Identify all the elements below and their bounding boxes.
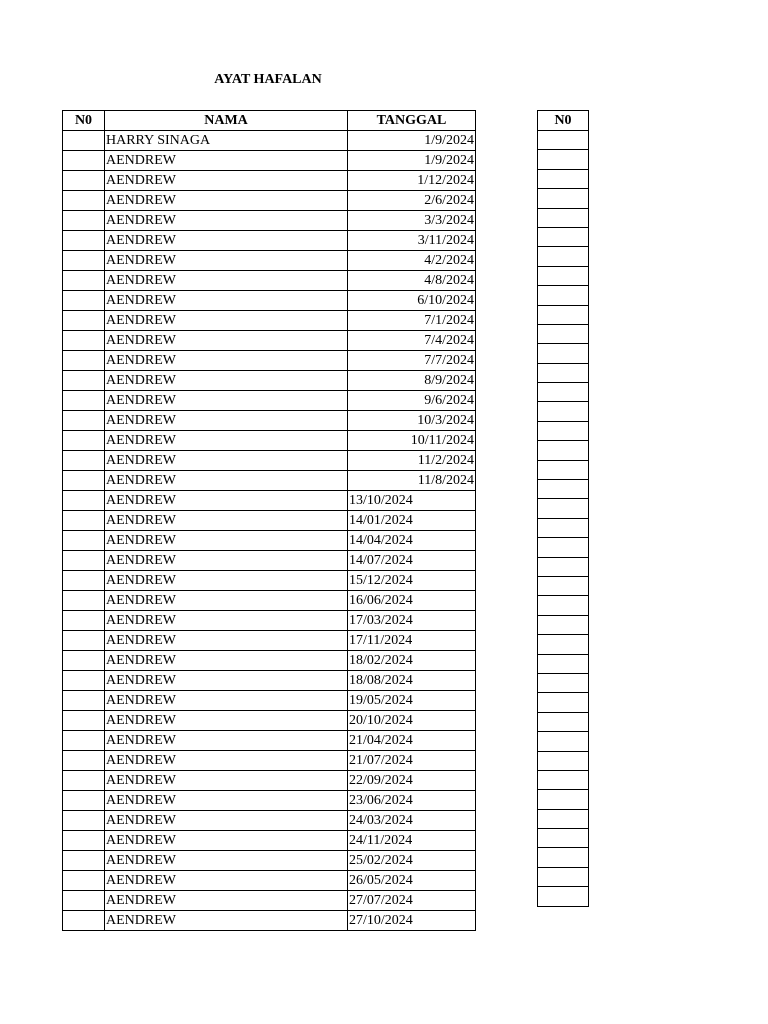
side-table-row: [538, 383, 589, 402]
cell-no[interactable]: [63, 811, 105, 831]
cell-tanggal[interactable]: 25/02/2024: [348, 851, 476, 871]
cell-nama[interactable]: AENDREW: [105, 271, 348, 291]
cell-tanggal[interactable]: 10/11/2024: [348, 431, 476, 451]
cell-nama[interactable]: AENDREW: [105, 911, 348, 931]
cell-tanggal[interactable]: 15/12/2024: [348, 571, 476, 591]
table-row: [63, 631, 476, 651]
table-row: [63, 331, 476, 351]
table-row: [63, 751, 476, 771]
cell-no[interactable]: [63, 771, 105, 791]
side-table-row: [538, 266, 589, 285]
side-cell-no[interactable]: [538, 305, 589, 324]
cell-tanggal[interactable]: 4/2/2024: [348, 251, 476, 271]
hafalan-table: [62, 110, 476, 931]
side-table-row: [538, 615, 589, 634]
table-row: [63, 511, 476, 531]
cell-nama[interactable]: AENDREW: [105, 751, 348, 771]
page-title: AYAT HAFALAN: [214, 72, 322, 87]
cell-tanggal[interactable]: 27/10/2024: [348, 911, 476, 931]
cell-tanggal[interactable]: 3/11/2024: [348, 231, 476, 251]
table-row: [63, 811, 476, 831]
table-row: [63, 571, 476, 591]
cell-no[interactable]: [63, 471, 105, 491]
table-row: [63, 291, 476, 311]
side-table-row: [538, 441, 589, 460]
cell-no[interactable]: [63, 491, 105, 511]
cell-nama[interactable]: AENDREW: [105, 891, 348, 911]
side-cell-no[interactable]: [538, 712, 589, 731]
cell-nama[interactable]: AENDREW: [105, 531, 348, 551]
cell-no[interactable]: [63, 791, 105, 811]
cell-nama[interactable]: AENDREW: [105, 471, 348, 491]
side-table-row: [538, 712, 589, 731]
table-body: [63, 131, 476, 931]
cell-no[interactable]: [63, 891, 105, 911]
cell-no[interactable]: [63, 511, 105, 531]
table-header-row: [63, 111, 476, 131]
table-row: [63, 411, 476, 431]
table-row: [63, 351, 476, 371]
table-row: [63, 271, 476, 291]
header-no: N0: [63, 111, 105, 131]
cell-tanggal[interactable]: 6/10/2024: [348, 291, 476, 311]
cell-nama[interactable]: AENDREW: [105, 591, 348, 611]
cell-tanggal[interactable]: 14/04/2024: [348, 531, 476, 551]
cell-tanggal[interactable]: 14/07/2024: [348, 551, 476, 571]
side-cell-no[interactable]: [538, 829, 589, 848]
side-cell-no[interactable]: [538, 673, 589, 692]
cell-tanggal[interactable]: 21/07/2024: [348, 751, 476, 771]
cell-tanggal[interactable]: 8/9/2024: [348, 371, 476, 391]
cell-tanggal[interactable]: 4/8/2024: [348, 271, 476, 291]
cell-nama[interactable]: AENDREW: [105, 351, 348, 371]
cell-nama[interactable]: AENDREW: [105, 671, 348, 691]
side-table-row: [538, 518, 589, 537]
cell-nama[interactable]: AENDREW: [105, 411, 348, 431]
cell-nama[interactable]: AENDREW: [105, 831, 348, 851]
cell-no[interactable]: [63, 731, 105, 751]
cell-no[interactable]: [63, 291, 105, 311]
side-table-row: [538, 576, 589, 595]
side-table-row: [538, 421, 589, 440]
side-cell-no[interactable]: [538, 324, 589, 343]
side-table-row: [538, 673, 589, 692]
side-table-row: [538, 654, 589, 673]
side-header-row: [538, 111, 589, 131]
side-cell-no[interactable]: [538, 751, 589, 770]
cell-tanggal[interactable]: 22/09/2024: [348, 771, 476, 791]
cell-no[interactable]: [63, 371, 105, 391]
side-cell-no[interactable]: [538, 576, 589, 595]
cell-no[interactable]: [63, 531, 105, 551]
cell-no[interactable]: [63, 271, 105, 291]
cell-nama[interactable]: AENDREW: [105, 451, 348, 471]
cell-tanggal[interactable]: 10/3/2024: [348, 411, 476, 431]
table-row: [63, 711, 476, 731]
table-row: [63, 551, 476, 571]
side-cell-no[interactable]: [538, 150, 589, 169]
table-row: [63, 131, 476, 151]
cell-nama[interactable]: AENDREW: [105, 611, 348, 631]
cell-tanggal[interactable]: 16/06/2024: [348, 591, 476, 611]
cell-nama[interactable]: AENDREW: [105, 571, 348, 591]
side-table-row: [538, 887, 589, 906]
side-table-row: [538, 131, 589, 150]
side-table-row: [538, 790, 589, 809]
side-cell-no[interactable]: [538, 635, 589, 654]
side-cell-no[interactable]: [538, 441, 589, 460]
side-cell-no[interactable]: [538, 867, 589, 886]
side-table-row: [538, 402, 589, 421]
cell-nama[interactable]: AENDREW: [105, 391, 348, 411]
side-cell-no[interactable]: [538, 402, 589, 421]
cell-no[interactable]: [63, 431, 105, 451]
cell-nama[interactable]: AENDREW: [105, 691, 348, 711]
side-table-row: [538, 150, 589, 169]
side-cell-no[interactable]: [538, 538, 589, 557]
cell-no[interactable]: [63, 351, 105, 371]
cell-no[interactable]: [63, 571, 105, 591]
cell-no[interactable]: [63, 631, 105, 651]
cell-no[interactable]: [63, 831, 105, 851]
side-table-row: [538, 538, 589, 557]
cell-nama[interactable]: AENDREW: [105, 171, 348, 191]
cell-nama[interactable]: AENDREW: [105, 191, 348, 211]
cell-tanggal[interactable]: 7/4/2024: [348, 331, 476, 351]
table-row: [63, 431, 476, 451]
side-cell-no[interactable]: [538, 227, 589, 246]
cell-nama[interactable]: AENDREW: [105, 231, 348, 251]
side-table-row: [538, 829, 589, 848]
table-row: [63, 251, 476, 271]
cell-nama[interactable]: AENDREW: [105, 811, 348, 831]
table-row: [63, 211, 476, 231]
table-row: [63, 151, 476, 171]
cell-nama[interactable]: AENDREW: [105, 491, 348, 511]
cell-nama[interactable]: AENDREW: [105, 211, 348, 231]
cell-tanggal[interactable]: 13/10/2024: [348, 491, 476, 511]
cell-tanggal[interactable]: 14/01/2024: [348, 511, 476, 531]
cell-nama[interactable]: AENDREW: [105, 551, 348, 571]
side-cell-no[interactable]: [538, 518, 589, 537]
cell-tanggal[interactable]: 7/7/2024: [348, 351, 476, 371]
cell-no[interactable]: [63, 171, 105, 191]
cell-no[interactable]: [63, 331, 105, 351]
table-row: [63, 691, 476, 711]
cell-no[interactable]: [63, 151, 105, 171]
cell-tanggal[interactable]: 21/04/2024: [348, 731, 476, 751]
cell-tanggal[interactable]: 1/12/2024: [348, 171, 476, 191]
table-row: [63, 651, 476, 671]
cell-tanggal[interactable]: 26/05/2024: [348, 871, 476, 891]
side-header-no: N0: [538, 111, 589, 131]
table-row: [63, 391, 476, 411]
side-table-row: [538, 189, 589, 208]
cell-nama[interactable]: AENDREW: [105, 631, 348, 651]
side-cell-no[interactable]: [538, 887, 589, 906]
side-table-row: [538, 751, 589, 770]
side-table-row: [538, 286, 589, 305]
side-cell-no[interactable]: [538, 790, 589, 809]
cell-nama[interactable]: AENDREW: [105, 871, 348, 891]
cell-tanggal[interactable]: 2/6/2024: [348, 191, 476, 211]
side-cell-no[interactable]: [538, 596, 589, 615]
table-row: [63, 191, 476, 211]
side-cell-no[interactable]: [538, 480, 589, 499]
cell-tanggal[interactable]: 9/6/2024: [348, 391, 476, 411]
side-cell-no[interactable]: [538, 344, 589, 363]
cell-no[interactable]: [63, 231, 105, 251]
cell-nama[interactable]: AENDREW: [105, 851, 348, 871]
table-row: [63, 451, 476, 471]
table-row: [63, 851, 476, 871]
table-row: [63, 611, 476, 631]
side-table-row: [538, 732, 589, 751]
side-cell-no[interactable]: [538, 266, 589, 285]
cell-no[interactable]: [63, 751, 105, 771]
side-table-row: [538, 227, 589, 246]
side-cell-no[interactable]: [538, 421, 589, 440]
side-cell-no[interactable]: [538, 189, 589, 208]
cell-nama[interactable]: AENDREW: [105, 251, 348, 271]
cell-tanggal[interactable]: 24/11/2024: [348, 831, 476, 851]
table-row: [63, 871, 476, 891]
cell-no[interactable]: [63, 411, 105, 431]
cell-tanggal[interactable]: 11/8/2024: [348, 471, 476, 491]
side-table-row: [538, 557, 589, 576]
side-table-row: [538, 635, 589, 654]
side-table-row: [538, 693, 589, 712]
cell-nama[interactable]: AENDREW: [105, 291, 348, 311]
side-table-row: [538, 480, 589, 499]
cell-nama[interactable]: AENDREW: [105, 651, 348, 671]
cell-nama[interactable]: AENDREW: [105, 311, 348, 331]
cell-no[interactable]: [63, 211, 105, 231]
table-row: [63, 671, 476, 691]
cell-no[interactable]: [63, 671, 105, 691]
cell-no[interactable]: [63, 691, 105, 711]
cell-tanggal[interactable]: 17/03/2024: [348, 611, 476, 631]
cell-no[interactable]: [63, 871, 105, 891]
cell-no[interactable]: [63, 591, 105, 611]
cell-nama[interactable]: AENDREW: [105, 511, 348, 531]
cell-tanggal[interactable]: 18/02/2024: [348, 651, 476, 671]
cell-tanggal[interactable]: 7/1/2024: [348, 311, 476, 331]
cell-nama[interactable]: HARRY SINAGA: [105, 131, 348, 151]
side-table-row: [538, 596, 589, 615]
side-cell-no[interactable]: [538, 286, 589, 305]
side-number-table: [537, 110, 589, 907]
cell-nama[interactable]: AENDREW: [105, 431, 348, 451]
table-row: [63, 491, 476, 511]
table-row: [63, 731, 476, 751]
side-cell-no[interactable]: [538, 557, 589, 576]
cell-nama[interactable]: AENDREW: [105, 731, 348, 751]
side-cell-no[interactable]: [538, 383, 589, 402]
cell-tanggal[interactable]: 19/05/2024: [348, 691, 476, 711]
table-row: [63, 791, 476, 811]
side-cell-no[interactable]: [538, 247, 589, 266]
side-cell-no[interactable]: [538, 169, 589, 188]
cell-tanggal[interactable]: 1/9/2024: [348, 131, 476, 151]
cell-tanggal[interactable]: 3/3/2024: [348, 211, 476, 231]
cell-no[interactable]: [63, 911, 105, 931]
cell-no[interactable]: [63, 391, 105, 411]
cell-no[interactable]: [63, 451, 105, 471]
side-cell-no[interactable]: [538, 848, 589, 867]
side-table-row: [538, 848, 589, 867]
header-nama: NAMA: [105, 111, 348, 131]
cell-tanggal[interactable]: 23/06/2024: [348, 791, 476, 811]
cell-no[interactable]: [63, 611, 105, 631]
cell-nama[interactable]: AENDREW: [105, 371, 348, 391]
side-cell-no[interactable]: [538, 732, 589, 751]
cell-no[interactable]: [63, 191, 105, 211]
side-table-row: [538, 305, 589, 324]
side-cell-no[interactable]: [538, 615, 589, 634]
cell-no[interactable]: [63, 851, 105, 871]
side-table-row: [538, 460, 589, 479]
cell-no[interactable]: [63, 251, 105, 271]
cell-tanggal[interactable]: 20/10/2024: [348, 711, 476, 731]
cell-tanggal[interactable]: 17/11/2024: [348, 631, 476, 651]
cell-no[interactable]: [63, 311, 105, 331]
table-row: [63, 231, 476, 251]
side-table-row: [538, 770, 589, 789]
cell-nama[interactable]: AENDREW: [105, 791, 348, 811]
side-table-row: [538, 324, 589, 343]
header-tanggal: TANGGAL: [348, 111, 476, 131]
side-cell-no[interactable]: [538, 499, 589, 518]
cell-tanggal[interactable]: 24/03/2024: [348, 811, 476, 831]
table-row: [63, 591, 476, 611]
side-cell-no[interactable]: [538, 770, 589, 789]
table-row: [63, 311, 476, 331]
cell-nama[interactable]: AENDREW: [105, 711, 348, 731]
cell-nama[interactable]: AENDREW: [105, 151, 348, 171]
table-row: [63, 471, 476, 491]
side-cell-no[interactable]: [538, 131, 589, 150]
cell-nama[interactable]: AENDREW: [105, 771, 348, 791]
cell-tanggal[interactable]: 1/9/2024: [348, 151, 476, 171]
cell-tanggal[interactable]: 27/07/2024: [348, 891, 476, 911]
table-row: [63, 531, 476, 551]
side-cell-no[interactable]: [538, 460, 589, 479]
side-table-row: [538, 344, 589, 363]
side-table-body: [538, 131, 589, 907]
table-row: [63, 771, 476, 791]
cell-nama[interactable]: AENDREW: [105, 331, 348, 351]
side-table-row: [538, 363, 589, 382]
cell-no[interactable]: [63, 551, 105, 571]
side-table-row: [538, 809, 589, 828]
side-cell-no[interactable]: [538, 208, 589, 227]
side-cell-no[interactable]: [538, 693, 589, 712]
side-table-row: [538, 247, 589, 266]
side-table-row: [538, 867, 589, 886]
side-table-row: [538, 169, 589, 188]
table-row: [63, 911, 476, 931]
side-table-row: [538, 208, 589, 227]
cell-tanggal[interactable]: 11/2/2024: [348, 451, 476, 471]
side-cell-no[interactable]: [538, 363, 589, 382]
cell-no[interactable]: [63, 711, 105, 731]
side-table-row: [538, 499, 589, 518]
cell-tanggal[interactable]: 18/08/2024: [348, 671, 476, 691]
table-row: [63, 891, 476, 911]
table-row: [63, 171, 476, 191]
table-row: [63, 831, 476, 851]
side-cell-no[interactable]: [538, 809, 589, 828]
table-row: [63, 371, 476, 391]
side-cell-no[interactable]: [538, 654, 589, 673]
cell-no[interactable]: [63, 651, 105, 671]
cell-no[interactable]: [63, 131, 105, 151]
